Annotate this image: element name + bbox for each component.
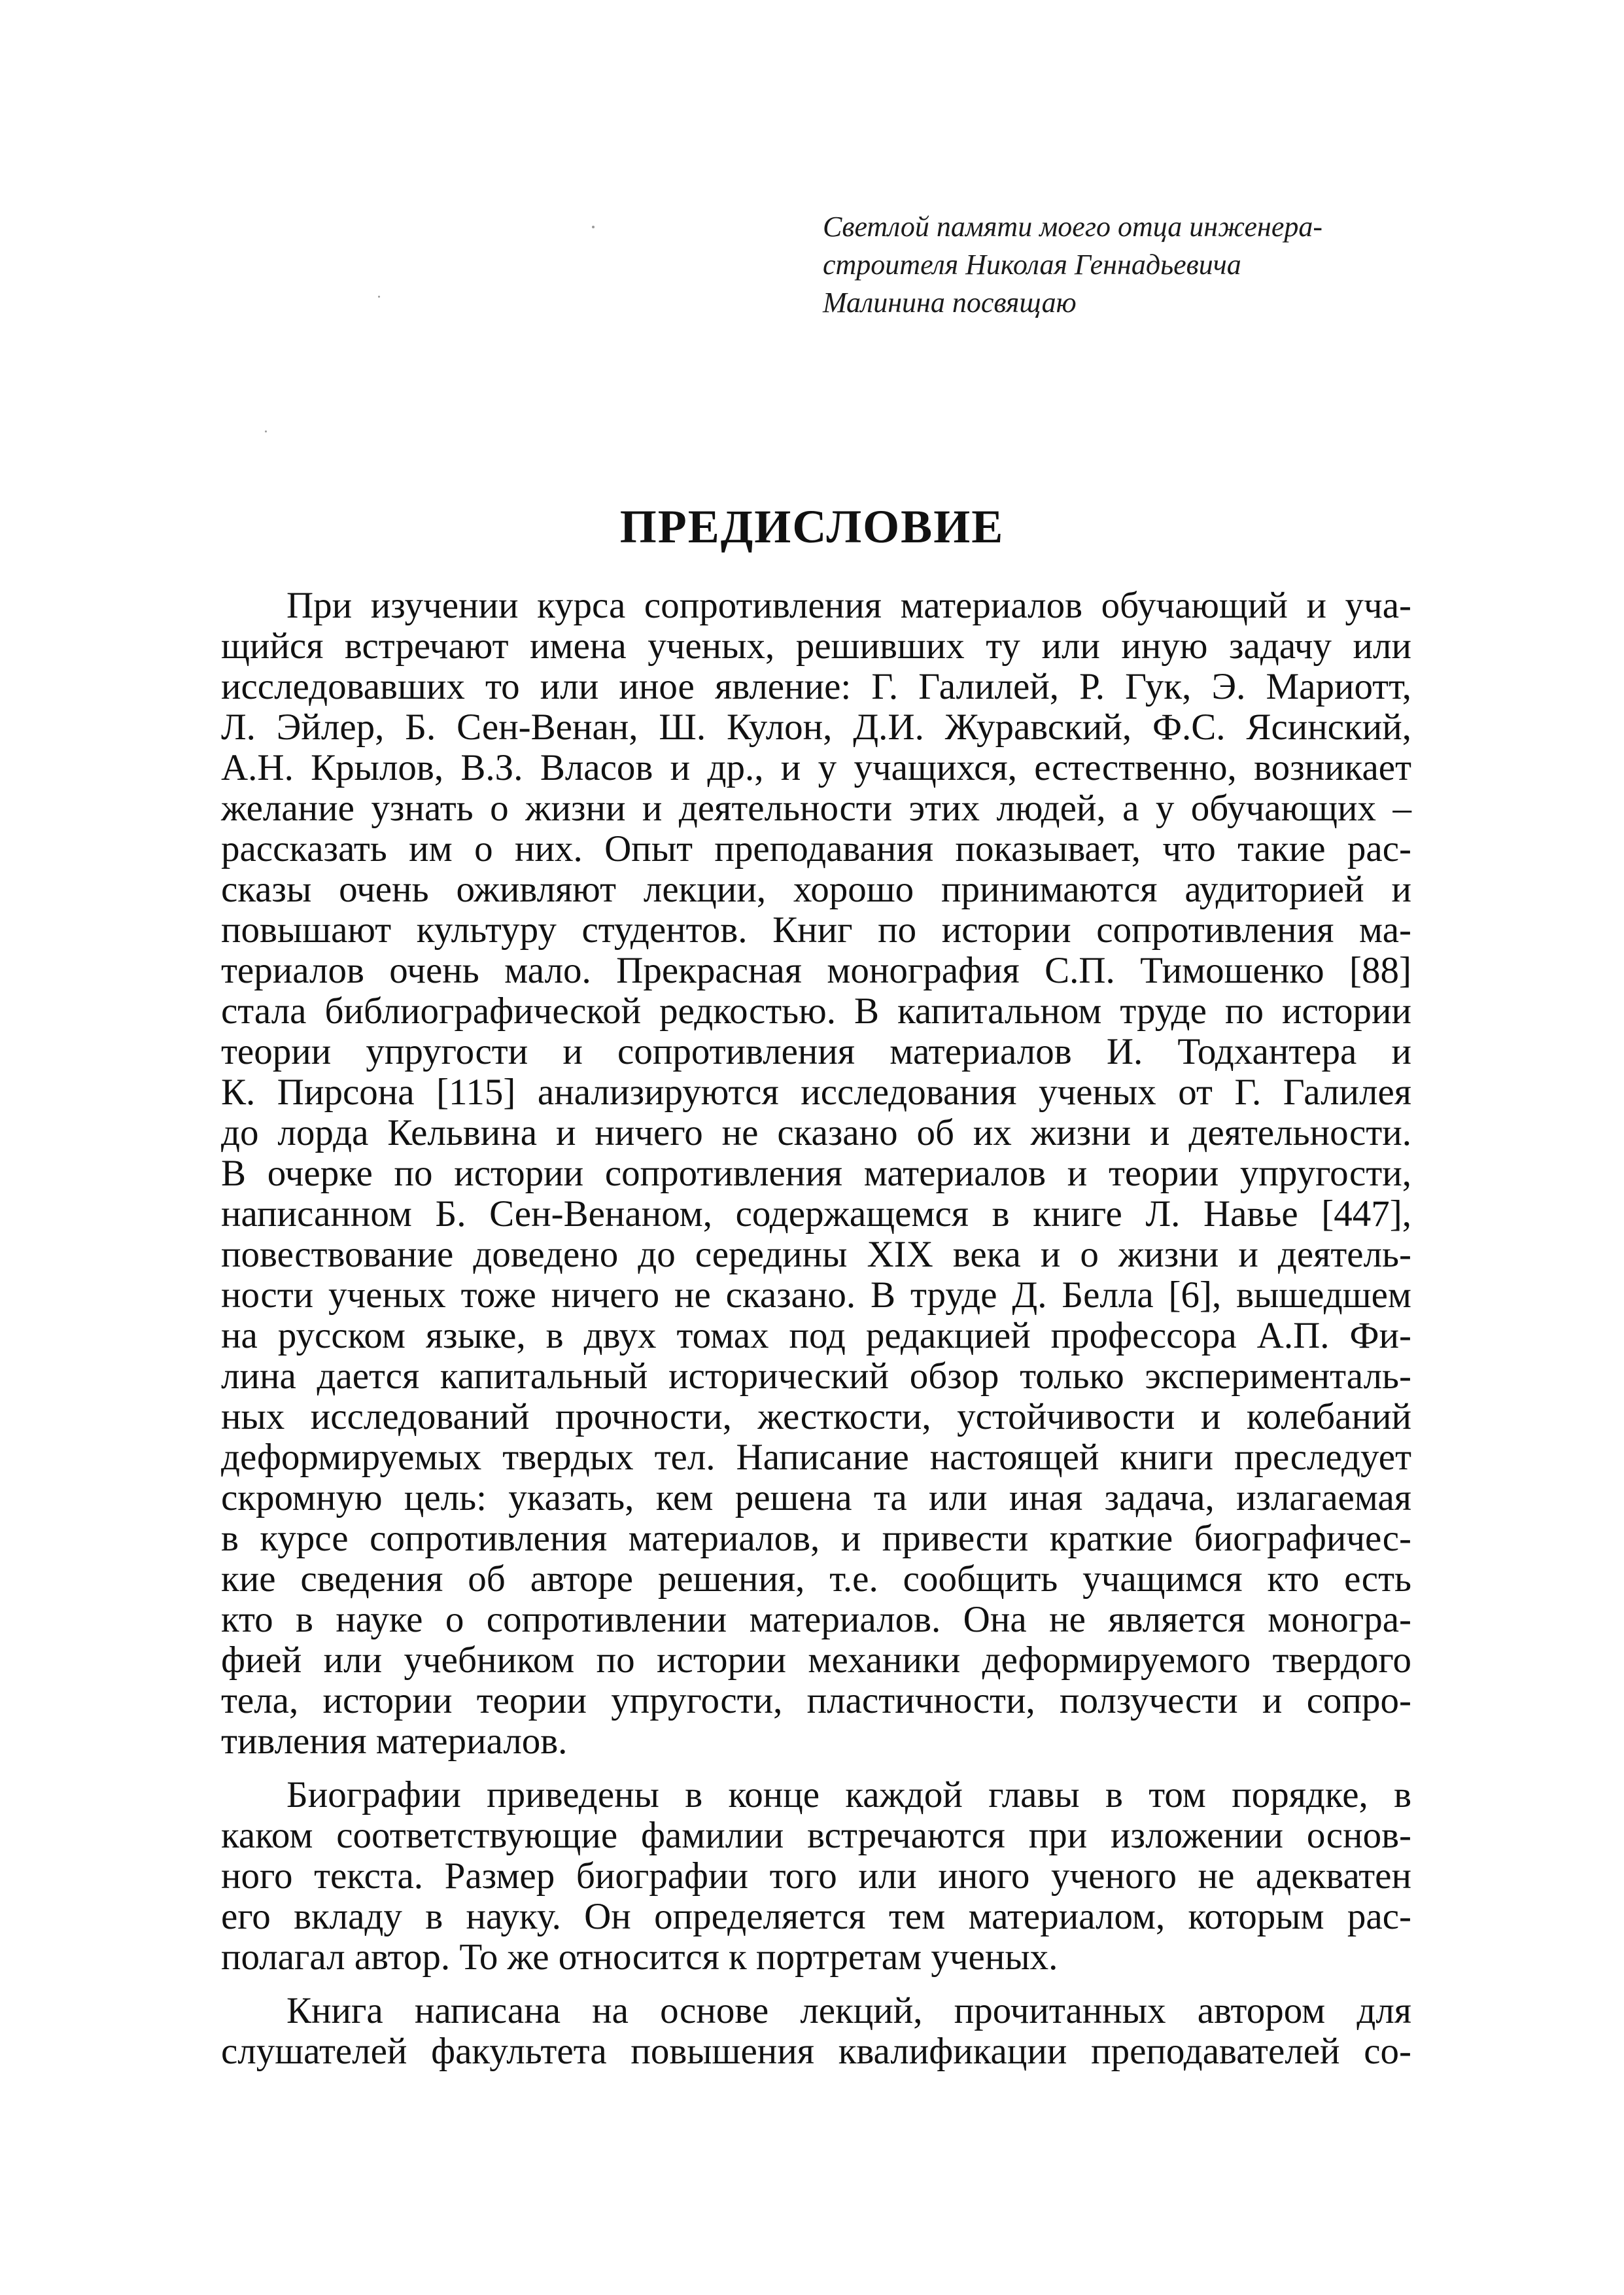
text-line: повышают культуру студентов. Книг по истории сопротивления ма- [221, 909, 1411, 951]
text-line: фией или учебником по истории механики деформируемого твердого [221, 1639, 1411, 1681]
text-line: При изучении курса сопротивления материалов обучающий и уча- [286, 585, 1411, 626]
page-title: ПРЕДИСЛОВИЕ [619, 500, 1005, 553]
epigraph-line: Малинина посвящаю [823, 287, 1077, 319]
text-line: кто в науке о сопротивлении материалов. Она не является моногра- [221, 1599, 1411, 1640]
scan-speck [378, 296, 380, 298]
scan-speck [265, 430, 267, 432]
text-line: его вкладу в науку. Он определяется тем материалом, которым рас- [221, 1896, 1411, 1937]
text-line: Биографии приведены в конце каждой главы в том порядке, в [286, 1774, 1411, 1815]
text-line: рассказать им о них. Опыт преподавания показывает, что такие рас- [221, 828, 1411, 869]
text-line: сказы очень оживляют лекции, хорошо принимаются аудиторией и [221, 869, 1411, 910]
paragraph-2 [221, 1775, 1411, 1978]
text-line: В очерке по истории сопротивления материалов и теории упругости, [221, 1153, 1411, 1194]
text-line: териалов очень мало. Прекрасная монография С.П. Тимошенко [88] [221, 950, 1411, 991]
paragraph-3 [221, 1991, 1411, 2072]
text-line: теории упругости и сопротивления материалов И. Тодхантера и [221, 1031, 1411, 1072]
text-line: А.Н. Крылов, В.З. Власов и др., и у учащихся, естественно, возникает [221, 747, 1411, 788]
text-line: исследовавших то или иное явление: Г. Галилей, Р. Гук, Э. Мариотт, [221, 666, 1411, 707]
text-line: каком соответствующие фамилии встречаются при изложении основ- [221, 1815, 1411, 1856]
text-line: тела, истории теории упругости, пластичности, ползучести и сопро- [221, 1680, 1411, 1721]
text-line: скромную цель: указать, кем решена та или иная задача, излагаемая [221, 1477, 1411, 1518]
text-line: деформируемых твердых тел. Написание настоящей книги преследует [221, 1437, 1411, 1478]
text-line: ных исследований прочности, жесткости, устойчивости и колебаний [221, 1396, 1411, 1437]
epigraph-line: Светлой памяти моего отца инженера- [823, 211, 1323, 243]
epigraph-line: строителя Николая Геннадьевича [823, 249, 1241, 281]
text-line: в курсе сопротивления материалов, и привести краткие биографичес- [221, 1518, 1411, 1559]
epigraph-dedication [823, 208, 1477, 322]
text-line: полагал автор. То же относится к портретам ученых. [221, 1936, 1058, 1978]
text-line: тивления материалов. [221, 1721, 568, 1762]
text-line: ного текста. Размер биографии того или иного ученого не адекватен [221, 1855, 1411, 1897]
text-line: ности ученых тоже ничего не сказано. В труде Д. Белла [6], вышедшем [221, 1274, 1411, 1316]
text-line: написанном Б. Сен-Венаном, содержащемся в книге Л. Навье [447], [221, 1193, 1411, 1235]
text-line: на русском языке, в двух томах под редакцией профессора А.П. Фи- [221, 1315, 1411, 1356]
text-line: Л. Эйлер, Б. Сен-Венан, Ш. Кулон, Д.И. Журавский, Ф.С. Ясинский, [221, 707, 1411, 748]
paragraph-1 [221, 586, 1411, 1762]
text-line: до лорда Кельвина и ничего не сказано об их жизни и деятельности. [221, 1112, 1411, 1153]
text-line: щийся встречают имена ученых, решивших ту или иную задачу или [221, 625, 1411, 667]
preface-body [221, 586, 1411, 2085]
text-line: лина дается капитальный исторический обзор только эксперименталь- [221, 1356, 1411, 1397]
text-line: повествование доведено до середины XIX века и о жизни и деятель- [221, 1234, 1411, 1275]
text-line: кие сведения об авторе решения, т.е. сообщить учащимся кто есть [221, 1558, 1411, 1600]
text-line: стала библиографической редкостью. В капитальном труде по истории [221, 990, 1411, 1032]
text-line: К. Пирсона [115] анализируются исследования ученых от Г. Галилея [221, 1072, 1411, 1113]
text-line: слушателей факультета повышения квалификации преподавателей со- [221, 2031, 1411, 2072]
text-line: Книга написана на основе лекций, прочитанных автором для [286, 1990, 1411, 2031]
scan-speck [592, 226, 595, 228]
text-line: желание узнать о жизни и деятельности этих людей, а у обучающих – [221, 788, 1411, 829]
